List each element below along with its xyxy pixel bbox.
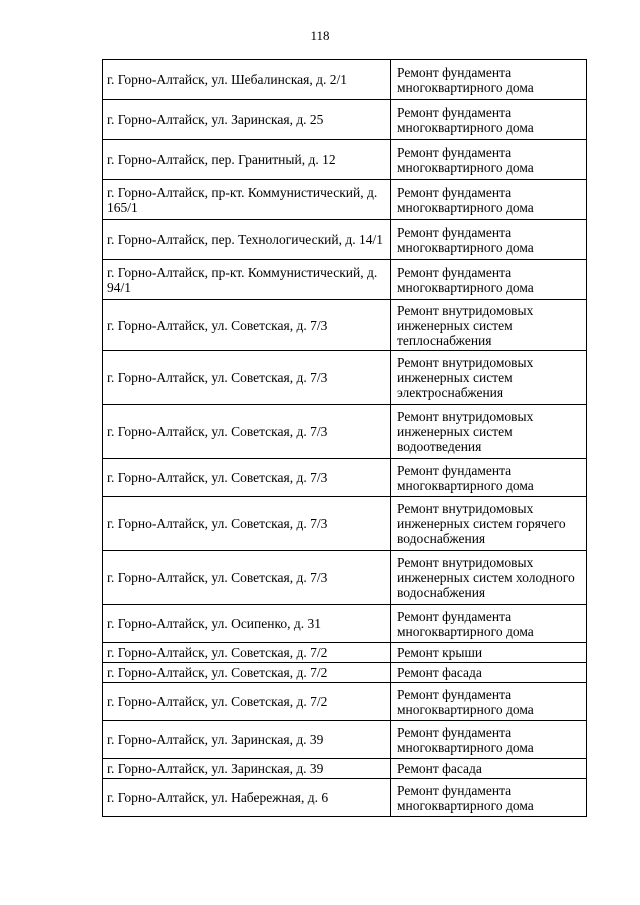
works-table — [102, 59, 587, 817]
table-row — [103, 605, 587, 643]
work-type-cell: Ремонт внутридомовых инженерных систем электроснабжения — [391, 351, 587, 405]
address-cell: г. Горно-Алтайск, ул. Советская, д. 7/3 — [103, 497, 391, 551]
table-row — [103, 459, 587, 497]
address-cell: г. Горно-Алтайск, ул. Советская, д. 7/2 — [103, 663, 391, 683]
work-type-cell: Ремонт внутридомовых инженерных систем холодного водоснабжения — [391, 551, 587, 605]
address-cell: г. Горно-Алтайск, ул. Набережная, д. 6 — [103, 779, 391, 817]
table-row — [103, 60, 587, 100]
table-row — [103, 140, 587, 180]
address-cell: г. Горно-Алтайск, ул. Советская, д. 7/3 — [103, 459, 391, 497]
address-cell: г. Горно-Алтайск, ул. Шебалинская, д. 2/1 — [103, 60, 391, 100]
work-type-cell: Ремонт внутридомовых инженерных систем теплоснабжения — [391, 300, 587, 351]
table-row — [103, 779, 587, 817]
work-type-cell: Ремонт фундамента многоквартирного дома — [391, 683, 587, 721]
work-type-cell: Ремонт фундамента многоквартирного дома — [391, 180, 587, 220]
address-cell: г. Горно-Алтайск, ул. Советская, д. 7/3 — [103, 405, 391, 459]
work-type-cell: Ремонт внутридомовых инженерных систем водоотведения — [391, 405, 587, 459]
work-type-cell: Ремонт фундамента многоквартирного дома — [391, 260, 587, 300]
address-cell: г. Горно-Алтайск, ул. Заринская, д. 39 — [103, 759, 391, 779]
table-row — [103, 683, 587, 721]
table-row — [103, 643, 587, 663]
table-row — [103, 220, 587, 260]
table-row — [103, 260, 587, 300]
address-cell: г. Горно-Алтайск, пер. Гранитный, д. 12 — [103, 140, 391, 180]
work-type-cell: Ремонт фасада — [391, 759, 587, 779]
table-row — [103, 405, 587, 459]
address-cell: г. Горно-Алтайск, ул. Советская, д. 7/2 — [103, 683, 391, 721]
address-cell: г. Горно-Алтайск, ул. Советская, д. 7/3 — [103, 551, 391, 605]
table-row — [103, 180, 587, 220]
work-type-cell: Ремонт фундамента многоквартирного дома — [391, 140, 587, 180]
work-type-cell: Ремонт фундамента многоквартирного дома — [391, 605, 587, 643]
work-type-cell: Ремонт фундамента многоквартирного дома — [391, 220, 587, 260]
table-row — [103, 497, 587, 551]
work-type-cell: Ремонт фундамента многоквартирного дома — [391, 100, 587, 140]
address-cell: г. Горно-Алтайск, ул. Советская, д. 7/3 — [103, 300, 391, 351]
work-type-cell: Ремонт внутридомовых инженерных систем горячего водоснабжения — [391, 497, 587, 551]
work-type-cell: Ремонт фундамента многоквартирного дома — [391, 721, 587, 759]
table-row — [103, 300, 587, 351]
address-cell: г. Горно-Алтайск, ул. Осипенко, д. 31 — [103, 605, 391, 643]
address-cell: г. Горно-Алтайск, пер. Технологический, д. 14/1 — [103, 220, 391, 260]
table-row — [103, 551, 587, 605]
page-number: 118 — [310, 28, 330, 43]
address-cell: г. Горно-Алтайск, ул. Заринская, д. 25 — [103, 100, 391, 140]
table-row — [103, 663, 587, 683]
table-row — [103, 759, 587, 779]
address-cell: г. Горно-Алтайск, пр-кт. Коммунистический, д. 165/1 — [103, 180, 391, 220]
address-cell: г. Горно-Алтайск, пр-кт. Коммунистический, д. 94/1 — [103, 260, 391, 300]
table-row — [103, 100, 587, 140]
address-cell: г. Горно-Алтайск, ул. Советская, д. 7/2 — [103, 643, 391, 663]
address-cell: г. Горно-Алтайск, ул. Заринская, д. 39 — [103, 721, 391, 759]
work-type-cell: Ремонт фундамента многоквартирного дома — [391, 459, 587, 497]
work-type-cell: Ремонт фундамента многоквартирного дома — [391, 60, 587, 100]
work-type-cell: Ремонт фундамента многоквартирного дома — [391, 779, 587, 817]
table-row — [103, 721, 587, 759]
work-type-cell: Ремонт фасада — [391, 663, 587, 683]
work-type-cell: Ремонт крыши — [391, 643, 587, 663]
address-cell: г. Горно-Алтайск, ул. Советская, д. 7/3 — [103, 351, 391, 405]
table-row — [103, 351, 587, 405]
